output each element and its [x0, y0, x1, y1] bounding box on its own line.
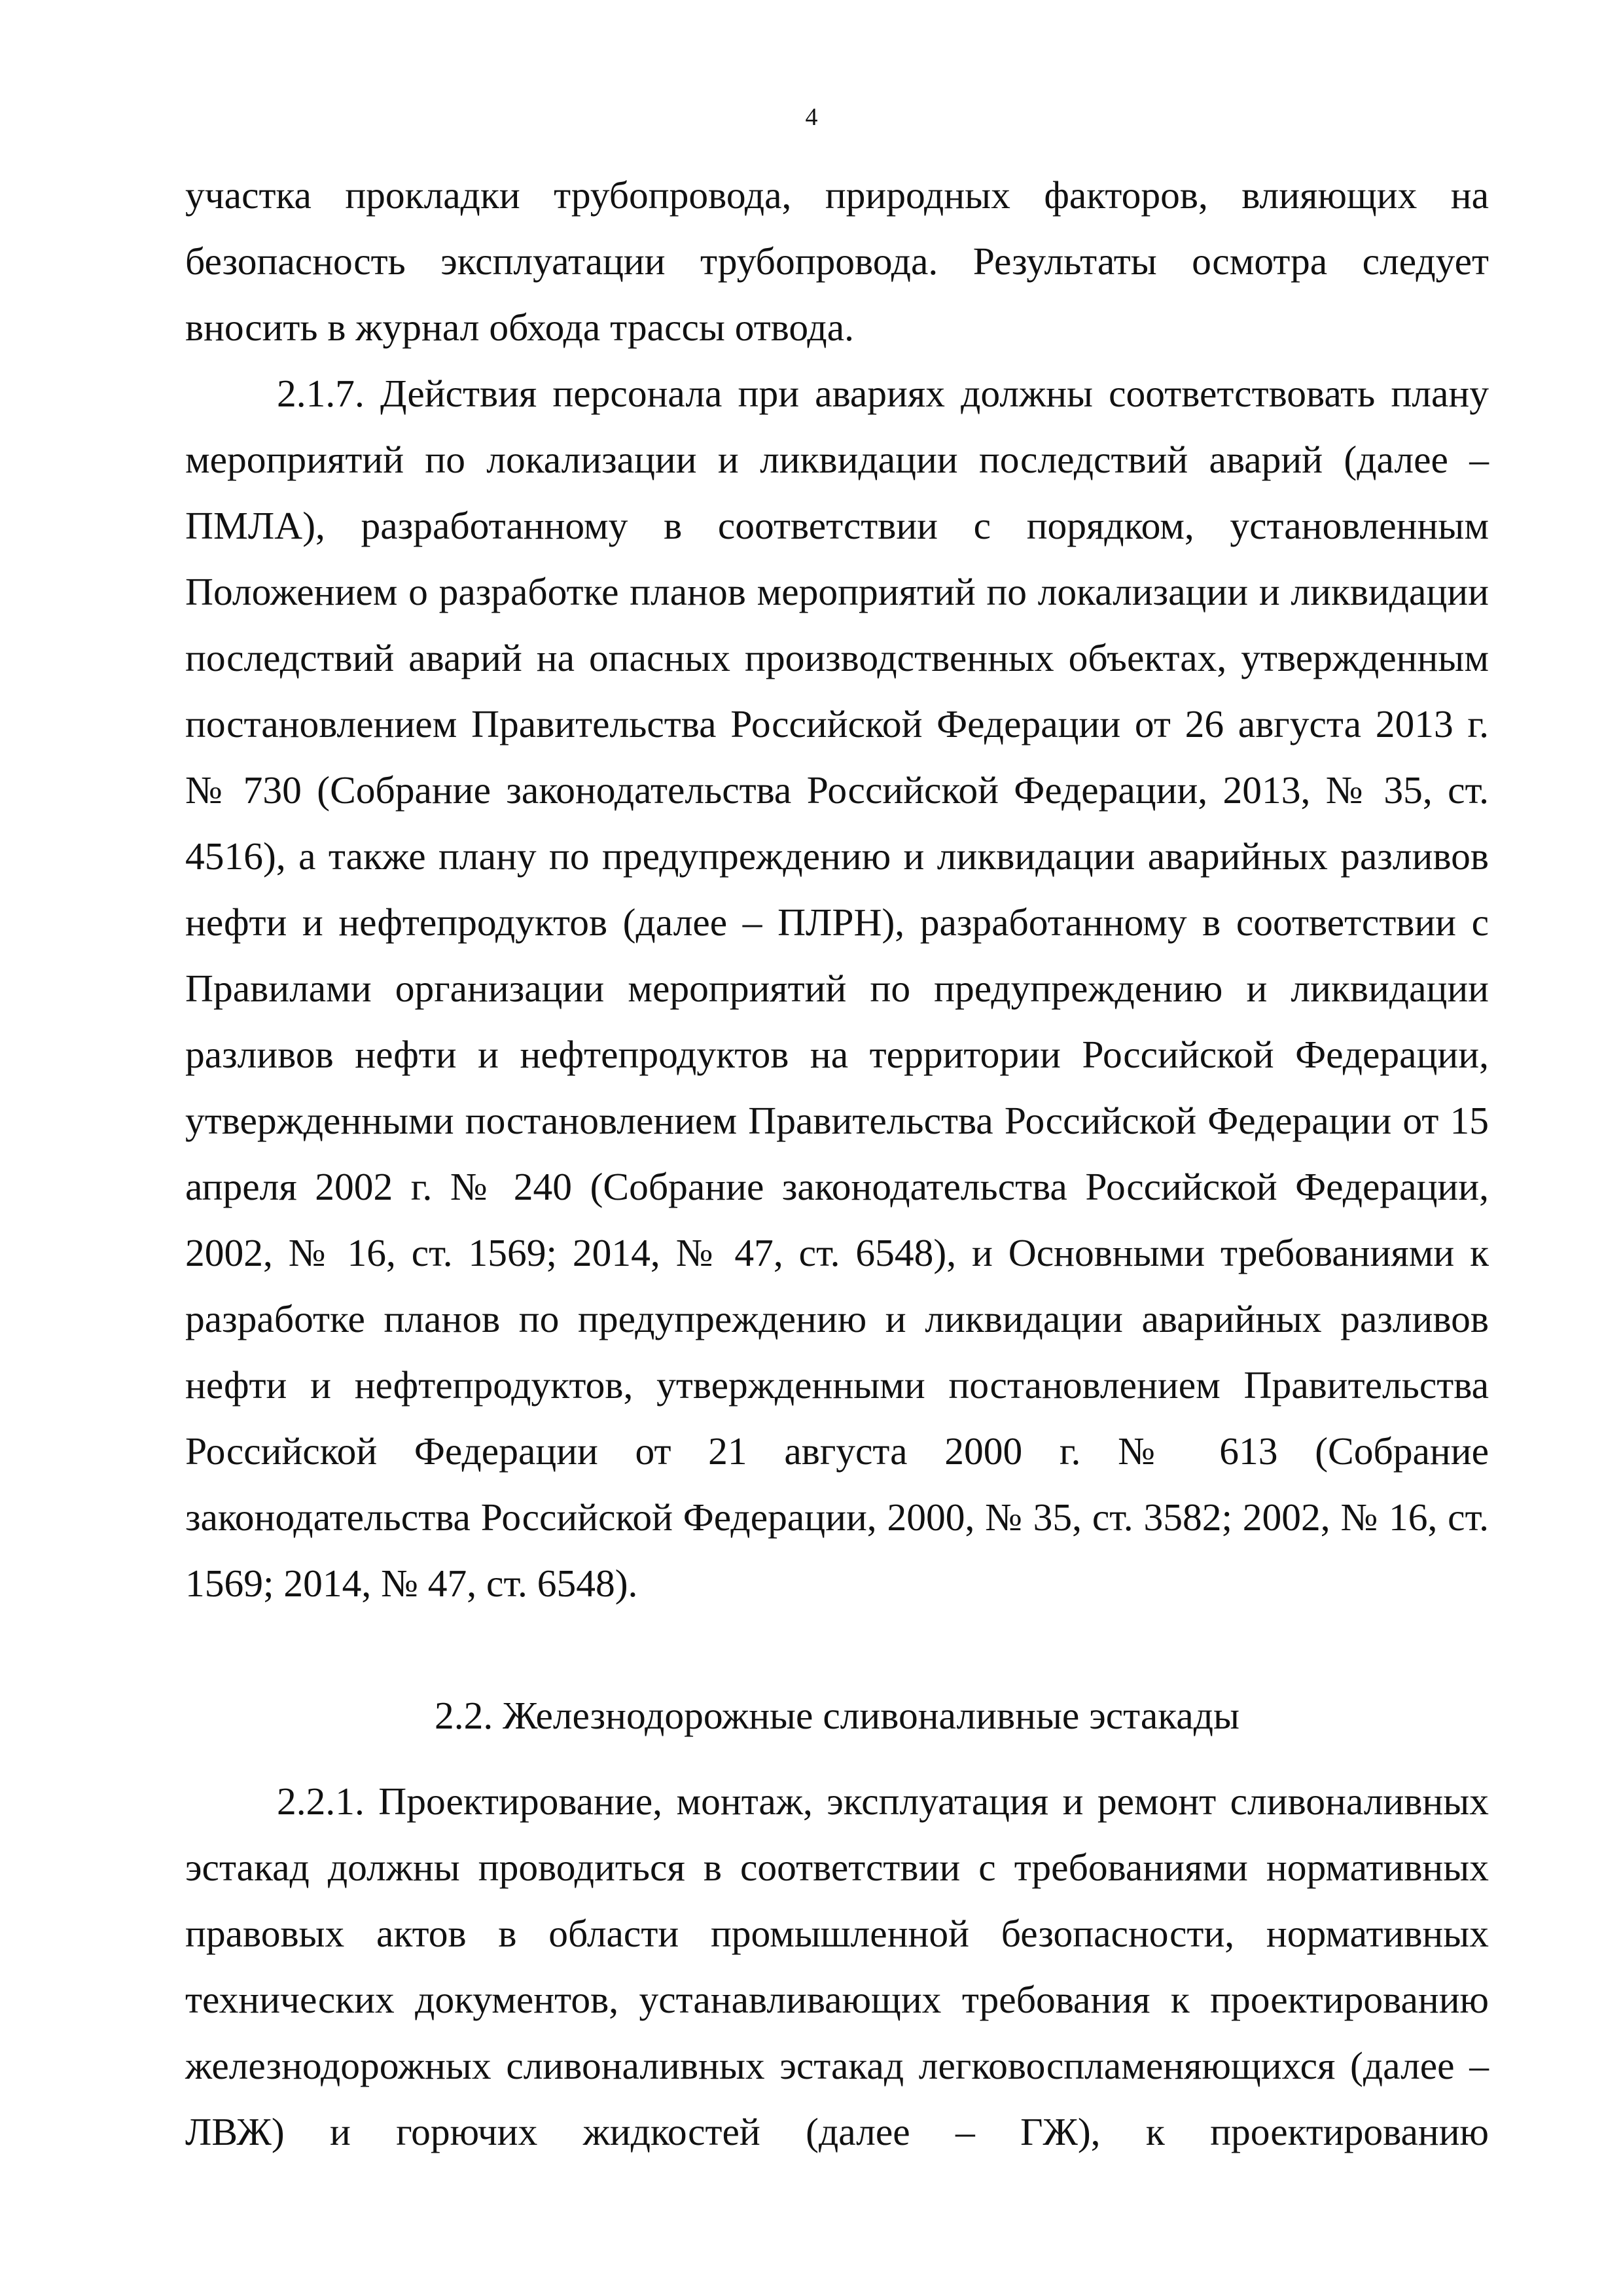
paragraph-2-2-1: 2.2.1. Проектирование, монтаж, эксплуатация и ремонт сливоналивных эстакад должны проводиться в соответствии с требованиями нормативных правовых актов в области промышленной безопасности, нормативных технических документов, устанавливающих требования к проектированию железнодорожных сливоналивных эстакад легковоспламеняющихся (далее – ЛВЖ) и горючих жидкостей (далее – ГЖ), к проектированию	[185, 1780, 1489, 2153]
paragraph-continuation: участка прокладки трубопровода, природных факторов, влияющих на безопасность эксплуатации трубопровода. Результаты осмотра следует вносить в журнал обхода трассы отвода.	[185, 173, 1489, 349]
paragraph-2-1-7: 2.1.7. Действия персонала при авариях должны соответствовать плану мероприятий по локализации и ликвидации последствий аварий (далее – ПМЛА), разработанному в соответствии с порядком, установленным Положением о разработке планов мероприятий по локализации и ликвидации последствий аварий на опасных производственных объектах, утвержденным постановлением Правительства Российской Федерации от 26 августа 2013 г. № 730 (Собрание законодательства Российской Федерации, 2013, № 35, ст. 4516), а также плану по предупреждению и ликвидации аварийных разливов нефти и нефтепродуктов (далее – ПЛРН), разработанному в соответствии с Правилами организации мероприятий по предупреждению и ликвидации разливов нефти и нефтепродуктов на территории Российской Федерации, утвержденными постановлением Правительства Российской Федерации от 15 апреля 2002 г. № 240 (Собрание законодательства Российской Федерации, 2002, № 16, ст. 1569; 2014, № 47, ст. 6548), и Основными требованиями к разработке планов по предупреждению и ликвидации аварийных разливов нефти и нефтепродуктов, утвержденными постановлением Правительства Российской Федерации от 21 августа 2000 г. № 613 (Собрание законодательства Российской Федерации, 2000, № 35, ст. 3582; 2002, № 16, ст. 1569; 2014, № 47, ст. 6548).	[185, 372, 1489, 1605]
spacer	[185, 1617, 1489, 1683]
document-body	[185, 162, 1489, 2165]
section-heading: 2.2. Железнодорожные сливоналивные эстакады	[435, 1694, 1240, 1737]
page-number: 4	[805, 103, 818, 131]
spacer	[185, 1749, 1489, 1768]
